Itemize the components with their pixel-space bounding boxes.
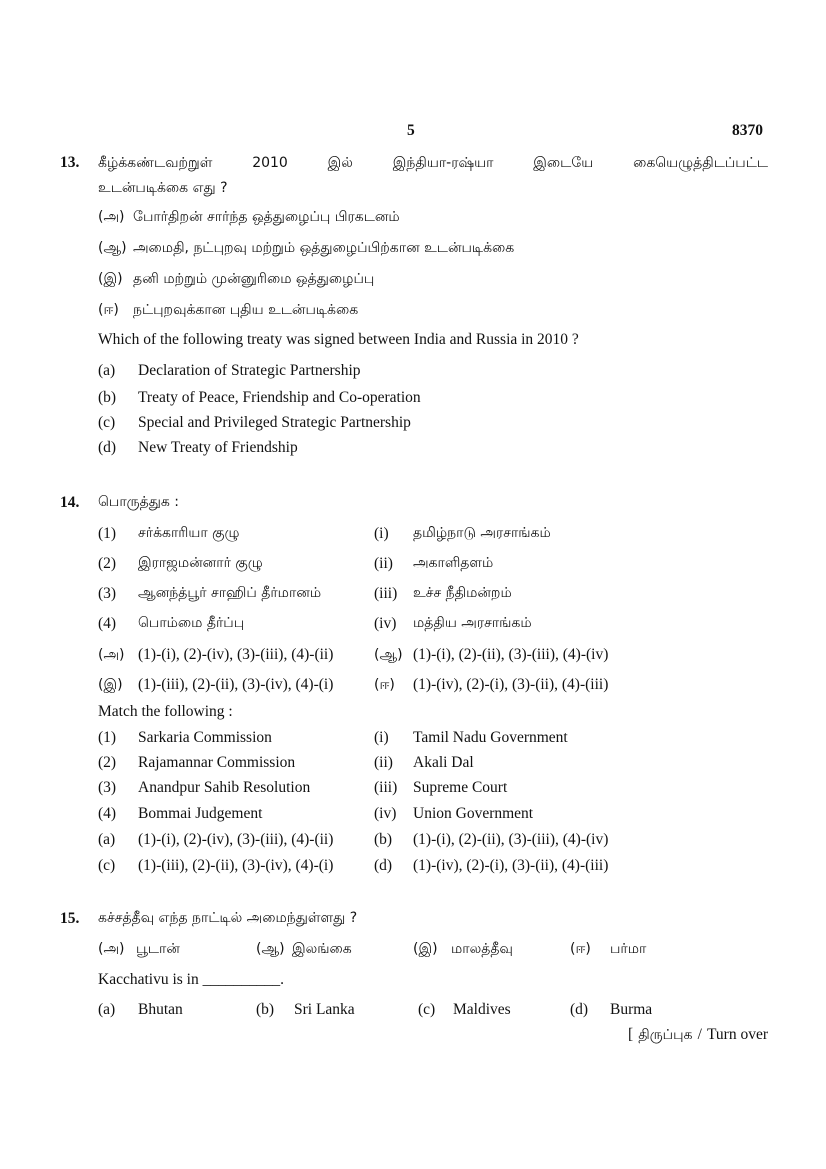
option-label: (d) [374,857,393,874]
option-label: (c) [418,1001,436,1018]
question-text-tamil: கச்சத்தீவு எந்த நாட்டில் அமைந்துள்ளது ? [98,910,358,926]
option-text: Bhutan [138,1001,183,1018]
match-right-text: Supreme Court [413,779,508,796]
match-left-text: Bommai Judgement [138,805,263,822]
match-left-text: பொம்மை தீர்ப்பு [138,615,245,631]
footer-english: Turn over [706,1026,768,1043]
option-text: தனி மற்றும் முன்னுரிமை ஒத்துழைப்பு [133,271,375,287]
match-left-label: (1) [98,729,117,746]
match-right-label: (i) [374,729,389,746]
turn-over-footer [628,1024,768,1045]
option-label: (a) [98,1001,116,1018]
match-right-text: Union Government [413,805,534,822]
option-label: (அ) [98,941,125,957]
option-text: (1)-(iv), (2)-(i), (3)-(ii), (4)-(iii) [413,857,609,874]
match-left-text: இராஜமன்னார் குழு [138,555,263,571]
option-label: (b) [98,389,117,406]
option-text: (1)-(i), (2)-(ii), (3)-(iii), (4)-(iv) [413,646,609,663]
option-label: (c) [98,857,116,874]
option-text: (1)-(iii), (2)-(ii), (3)-(iv), (4)-(i) [138,676,334,693]
match-left-text: Anandpur Sahib Resolution [138,779,311,796]
option-label: (b) [256,1001,275,1018]
option-label: (a) [98,831,116,848]
match-right-label: (ii) [374,754,393,771]
option-text: Maldives [453,1001,511,1018]
option-label: (ஈ) [374,677,395,693]
option-label: (இ) [413,941,438,957]
footer-bracket: [ [627,1026,634,1043]
option-label: (ஈ) [570,941,591,957]
match-left-label: (2) [98,754,117,771]
option-label: (ஈ) [98,302,119,318]
option-text: மாலத்தீவு [451,941,513,957]
question-text-english: Which of the following treaty was signed between India and Russia in 2010 ? [98,331,579,348]
match-left-text: சர்க்காரியா குழு [138,525,240,541]
match-right-text: உச்ச நீதிமன்றம் [413,585,512,601]
option-label: (இ) [98,677,123,693]
option-text: (1)-(iii), (2)-(ii), (3)-(iv), (4)-(i) [138,857,334,874]
paper-code: 8370 [732,122,763,139]
match-left-label: (3) [98,585,117,602]
option-label: (அ) [98,209,125,225]
option-text: பூடான் [136,941,180,957]
match-left-label: (4) [98,615,117,632]
question-text-tamil: உடன்படிக்கை எது ? [98,180,228,196]
match-right-label: (iii) [374,779,398,796]
option-text: Declaration of Strategic Partnership [138,362,361,379]
match-right-text: தமிழ்நாடு அரசாங்கம் [413,525,551,541]
question-text-english: Match the following : [98,703,233,720]
match-right-text: மத்திய அரசாங்கம் [413,615,532,631]
option-text: Special and Privileged Strategic Partnership [138,414,411,431]
option-text: (1)-(iv), (2)-(i), (3)-(ii), (4)-(iii) [413,676,609,693]
option-label: (ஆ) [374,647,403,663]
option-label: (ஆ) [256,941,285,957]
match-right-label: (iv) [374,805,397,822]
option-text: நட்புறவுக்கான புதிய உடன்படிக்கை [133,302,359,318]
question-number: 14. [60,494,80,511]
option-text: Sri Lanka [294,1001,355,1018]
match-left-text: Sarkaria Commission [138,729,272,746]
match-left-text: ஆனந்த்பூர் சாஹிப் தீர்மானம் [138,585,322,601]
question-text-english: Kacchativu is in __________. [98,971,284,988]
option-text: பர்மா [610,941,647,957]
page-number: 5 [407,122,415,139]
match-left-text: Rajamannar Commission [138,754,296,771]
option-label: (c) [98,414,116,431]
question-number: 13. [60,154,80,171]
match-right-label: (iv) [374,615,397,632]
option-text: அமைதி, நட்புறவு மற்றும் ஒத்துழைப்பிற்கான உடன்படிக்கை [133,240,515,256]
match-right-label: (iii) [374,585,398,602]
match-right-text: Akali Dal [413,754,474,771]
match-right-label: (ii) [374,555,393,572]
option-text: (1)-(i), (2)-(ii), (3)-(iii), (4)-(iv) [413,831,609,848]
option-text: (1)-(i), (2)-(iv), (3)-(iii), (4)-(ii) [138,646,334,663]
option-label: (d) [570,1001,589,1018]
question-number: 15. [60,910,80,927]
footer-tamil: திருப்புக [638,1027,693,1043]
match-left-label: (1) [98,525,117,542]
option-label: (இ) [98,271,123,287]
match-right-text: Tamil Nadu Government [413,729,568,746]
match-left-label: (2) [98,555,117,572]
option-text: Burma [610,1001,653,1018]
option-label: (b) [374,831,393,848]
match-right-label: (i) [374,525,389,542]
match-left-label: (3) [98,779,117,796]
option-label: (a) [98,362,116,379]
match-left-label: (4) [98,805,117,822]
question-text-tamil: கீழ்க்கண்டவற்றுள் 2010 இல் இந்தியா-ரஷ்யா இடையே கையெழுத்திடப்பட்ட [98,155,768,171]
footer-separator: / [697,1026,702,1043]
match-right-text: அகாளிதளம் [413,555,494,571]
option-text: போர்திறன் சார்ந்த ஒத்துழைப்பு பிரகடனம் [133,209,400,225]
option-text: Treaty of Peace, Friendship and Co-operation [138,389,421,406]
option-label: (d) [98,439,117,456]
option-text: New Treaty of Friendship [138,439,298,456]
option-label: (அ) [98,647,125,663]
option-text: இலங்கை [292,941,352,957]
option-text: (1)-(i), (2)-(iv), (3)-(iii), (4)-(ii) [138,831,334,848]
option-label: (ஆ) [98,240,127,256]
question-text-tamil: பொருத்துக : [98,494,179,510]
